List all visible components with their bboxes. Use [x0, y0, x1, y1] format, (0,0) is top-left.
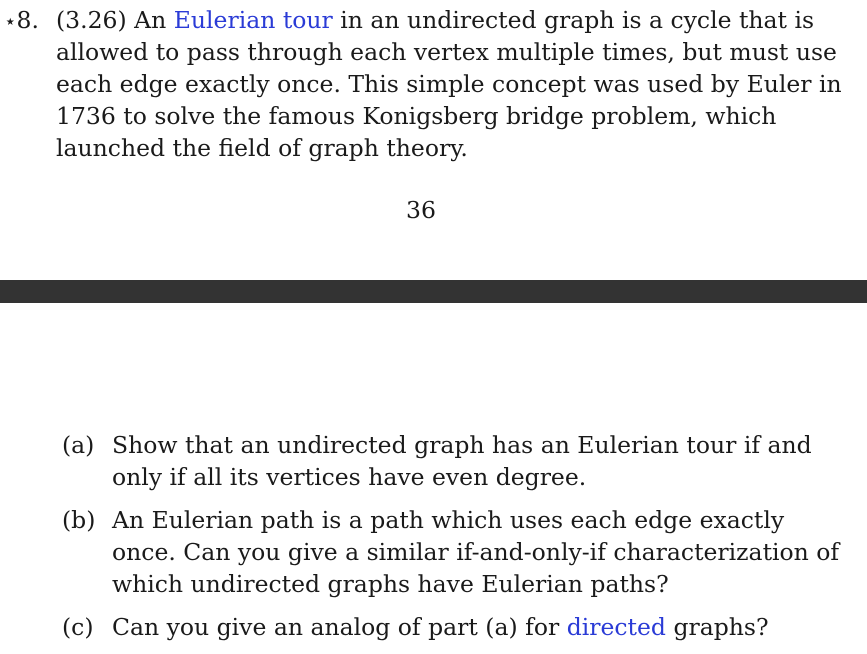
page-break-divider: [0, 280, 867, 303]
problem-8: [4, 4, 859, 164]
problem-ref: (3.26): [56, 6, 127, 34]
part-a: [62, 429, 852, 493]
eulerian-tour-link[interactable]: Eulerian tour: [173, 6, 333, 34]
part-b: [62, 504, 852, 600]
part-c-post: graphs?: [673, 613, 769, 641]
problem-text: [56, 4, 859, 164]
part-c-pre: Can you give an analog of part (a) for: [112, 613, 560, 641]
problem-intro: An: [134, 6, 167, 34]
star-icon: ⋆: [4, 9, 17, 33]
page-top: [0, 0, 867, 280]
part-text: [112, 611, 852, 643]
problem-number: 8.: [16, 6, 39, 34]
part-text: An Eulerian path is a path which uses each edge exactly once. Can you give a similar if-and-only-if characterization of which undirected graphs have Eulerian paths?: [112, 506, 840, 598]
problem-body: in an undirected graph is a cycle that is allowed to pass through each vertex multiple times, but must use each edge exactly once. This simple concept was used by Euler in 1736 to solve the famous Konigsberg bridge problem, which launched the field of graph theory.: [56, 6, 842, 162]
part-label: (b): [62, 506, 96, 534]
problem-parts: [62, 429, 852, 654]
part-label: (c): [62, 613, 94, 641]
page-bottom: [0, 303, 867, 648]
part-label: (a): [62, 431, 95, 459]
directed-link[interactable]: directed: [566, 613, 666, 641]
problem-head: [4, 4, 859, 164]
part-text: Show that an undirected graph has an Eulerian tour if and only if all its vertices have even degree.: [112, 431, 812, 491]
part-c: [62, 611, 852, 643]
page-number: 36: [406, 196, 436, 224]
problem-marker: [4, 4, 56, 164]
